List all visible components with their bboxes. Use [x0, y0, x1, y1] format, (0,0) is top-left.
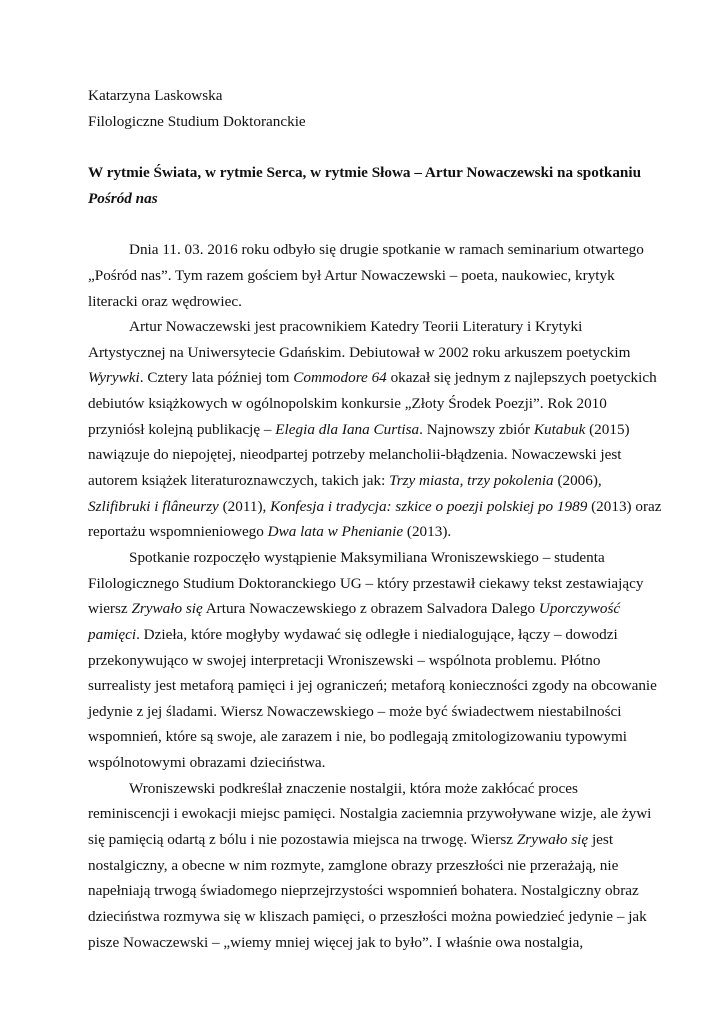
paragraph-line: przekonywująco w swojej interpretacji Wroniszewski – wspólnota problemu. Płótno: [88, 652, 601, 669]
paragraph-line: Filologicznego Studium Doktoranckiego UG – który przestawił ciekawy tekst zestawiający: [88, 575, 644, 592]
text-span: (2006),: [553, 472, 602, 489]
text-span: reportażu wspomnieniowego: [88, 523, 268, 540]
book-title: Szlifibruki i flâneurzy: [88, 498, 219, 515]
text-span: . Cztery lata później tom: [139, 369, 294, 386]
text-span: Artura Nowaczewskiego z obrazem Salvadora Dalego: [202, 600, 539, 617]
paragraph-line: Artur Nowaczewski jest pracownikiem Katedry Teorii Literatury i Krytyki: [129, 318, 583, 335]
paragraph-line: [88, 522, 451, 542]
paragraph-line: dzieciństwa rozmywa się w kliszach pamięci, o przeszłości można powiedzieć jedynie – jak: [88, 908, 647, 925]
paragraph-line: wspólnotowymi obrazami dzieciństwa.: [88, 754, 326, 771]
paragraph-line: [88, 420, 630, 440]
paragraph-line: Spotkanie rozpoczęło wystąpienie Maksymiliana Wroniszewskiego – studenta: [129, 549, 605, 566]
text-span: (2013) oraz: [587, 498, 662, 515]
paragraph-line: [88, 599, 620, 619]
book-title: Trzy miasta, trzy pokolenia: [389, 472, 554, 489]
text-span: jest: [588, 831, 614, 848]
paragraph-line: [88, 368, 657, 388]
article-title-line-2: Pośród nas: [88, 190, 158, 207]
text-span: okazał się jednym z najlepszych poetyckich: [386, 369, 657, 386]
author-affiliation: Filologiczne Studium Doktoranckie: [88, 113, 306, 130]
text-span: . Dzieła, które mogłyby wydawać się odległe i niedialogujące, łączy – dowodzi: [136, 626, 618, 643]
book-title: Elegia dla Iana Curtisa: [275, 421, 420, 438]
text-span: wiersz: [88, 600, 132, 617]
paragraph-line: [88, 497, 662, 517]
paragraph-line: Wroniszewski podkreślał znaczenie nostalgii, która może zakłócać proces: [129, 780, 578, 797]
author-name: Katarzyna Laskowska: [88, 87, 223, 104]
work-title: pamięci: [88, 626, 137, 643]
paragraph-line: debiutów książkowych w ogólnopolskim konkursie „Złoty Środek Poezji”. Rok 2010: [88, 395, 607, 412]
text-span: autorem książek literaturoznawczych, takich jak:: [88, 472, 390, 489]
book-title: Commodore 64: [293, 369, 387, 386]
text-span: . Najnowszy zbiór: [419, 421, 534, 438]
book-title: Dwa lata w Phenianie: [267, 523, 404, 540]
paragraph-line: surrealisty jest metaforą pamięci i jej ograniczeń; metaforą konieczności zgody na obcowanie: [88, 677, 657, 694]
book-title: Konfesja i tradycja: szkice o poezji polskiej po 1989: [270, 498, 588, 515]
text-span: przyniósł kolejną publikację –: [88, 421, 276, 438]
paragraph-line: napełniają trwogą świadomego nieprzejrzystości wspomnień bohatera. Nostalgiczny obraz: [88, 882, 639, 899]
paragraph-line: Artystycznej na Uniwersytecie Gdańskim. Debiutował w 2002 roku arkuszem poetyckim: [88, 344, 631, 361]
paragraph-line: nostalgiczny, a obecne w nim rozmyte, zamglone obrazy przeszłości nie przerażają, nie: [88, 857, 619, 874]
paragraph-line: jedynie z jej śladami. Wiersz Nowaczewskiego – może być świadectwem niestabilności: [88, 703, 622, 720]
paragraph-line: wspomnień, które są swoje, ale zarazem i nie, bo podlegają zmitologizowaniu typowymi: [88, 728, 628, 745]
paragraph-line: pisze Nowaczewski – „wiemy mniej więcej jak to było”. I właśnie owa nostalgia,: [88, 934, 584, 951]
text-span: się pamięcią odartą z bólu i nie pozostawia miejsca na trwogę. Wiersz: [88, 831, 517, 848]
paragraph-line: „Pośród nas”. Tym razem gościem był Artur Nowaczewski – poeta, naukowiec, krytyk: [88, 267, 615, 284]
paragraph-line: reminiscencji i ewokacji miejsc pamięci. Nostalgia zaciemnia przywoływane wizje, ale żywi: [88, 805, 652, 822]
text-span: (2015): [585, 421, 630, 438]
text-span: (2011),: [218, 498, 271, 515]
paragraph-line: nawiązuje do niepojętej, nieodpartej potrzeby melancholii-błądzenia. Nowaczewski jest: [88, 446, 622, 463]
work-title: Zrywało się: [131, 600, 203, 617]
book-title: Wyrywki: [88, 369, 140, 386]
work-title: Uporczywość: [538, 600, 621, 617]
paragraph-line: literacki oraz wędrowiec.: [88, 293, 242, 310]
book-title: Kutabuk: [533, 421, 586, 438]
paragraph-line: [88, 830, 613, 850]
article-title-line-1: W rytmie Świata, w rytmie Serca, w rytmie Słowa – Artur Nowaczewski na spotkaniu: [88, 164, 642, 181]
text-span: (2013).: [403, 523, 452, 540]
work-title: Zrywało się: [516, 831, 589, 848]
paragraph-line: [88, 625, 618, 645]
paragraph-line: [88, 471, 602, 491]
paragraph-line: Dnia 11. 03. 2016 roku odbyło się drugie spotkanie w ramach seminarium otwartego: [129, 241, 644, 258]
